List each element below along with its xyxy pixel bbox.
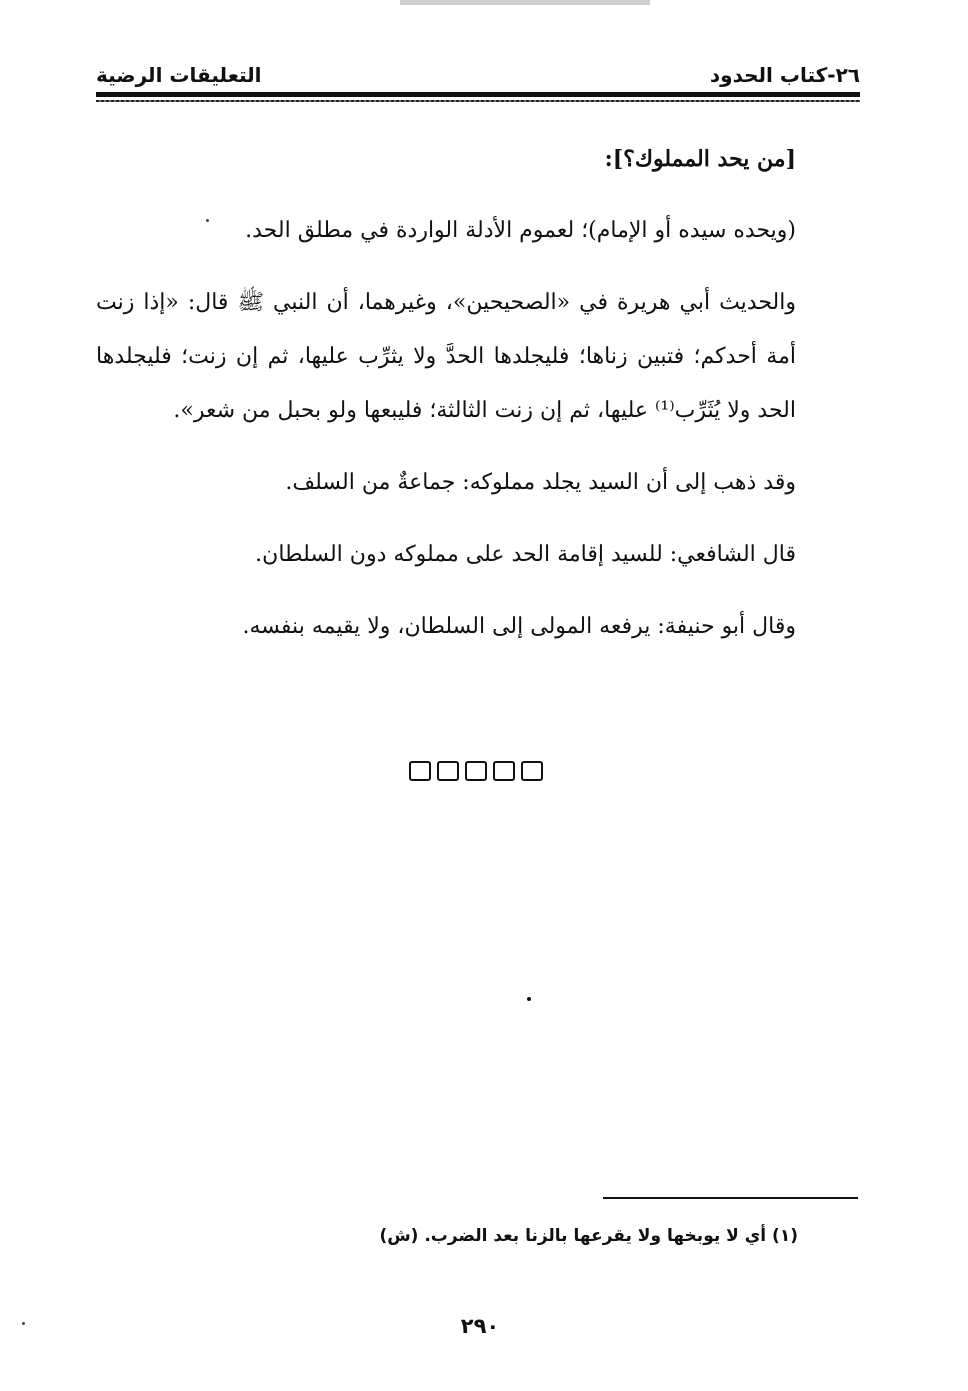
paragraph-5: وقال أبو حنيفة: يرفعه المولى إلى السلطان، ولا يقيمه بنفسه.	[242, 614, 796, 639]
footnote-rule	[603, 1197, 858, 1199]
section-heading: [من يحد المملوك؟]:	[604, 146, 796, 172]
main-text	[96, 132, 860, 672]
scan-speck	[206, 219, 209, 222]
paragraph-3: وقد ذهب إلى أن السيد يجلد مملوكه: جماعةٌ من السلف.	[285, 470, 796, 495]
running-header	[96, 60, 860, 90]
paragraph-4: قال الشافعي: للسيد إقامة الحد على مملوكه دون السلطان.	[255, 542, 796, 567]
book-title: التعليقات الرضية	[96, 63, 262, 87]
page-number: ٢٩٠	[460, 1314, 500, 1338]
ornament-square-icon	[437, 761, 459, 781]
paragraph-1: (ويحده سيده أو الإمام)؛ لعموم الأدلة الواردة في مطلق الحد.	[245, 218, 796, 243]
footnote: (١) أي لا يوبخها ولا يقرعها بالزنا بعد الضرب. (ش)	[379, 1226, 798, 1246]
chapter-title: ٢٦-كتاب الحدود	[709, 63, 860, 87]
header-rule-dotted	[96, 100, 860, 102]
scan-artifact	[400, 0, 650, 5]
ornament-square-icon	[465, 761, 487, 781]
scan-speck	[527, 997, 531, 1001]
section-end-ornament	[409, 761, 543, 781]
ornament-square-icon	[493, 761, 515, 781]
paragraph-2-hadith: والحديث أبي هريرة في «الصحيحين»، وغيرهما، أن النبي ﷺ قال: «إذا زنت أمة أحدكم؛ فتبين زناها؛ فليجلدها الحدَّ ولا يثرِّب عليها، ثم إن زنت؛ فليجلدها الحد ولا يُثَرِّب⁽¹⁾ عليها، ثم إن زنت الثالثة؛ فليبعها ولو بحبل من شعر».	[96, 290, 796, 423]
ornament-square-icon	[521, 761, 543, 781]
ornament-square-icon	[409, 761, 431, 781]
header-rule	[96, 92, 860, 97]
scan-speck	[22, 1322, 25, 1325]
